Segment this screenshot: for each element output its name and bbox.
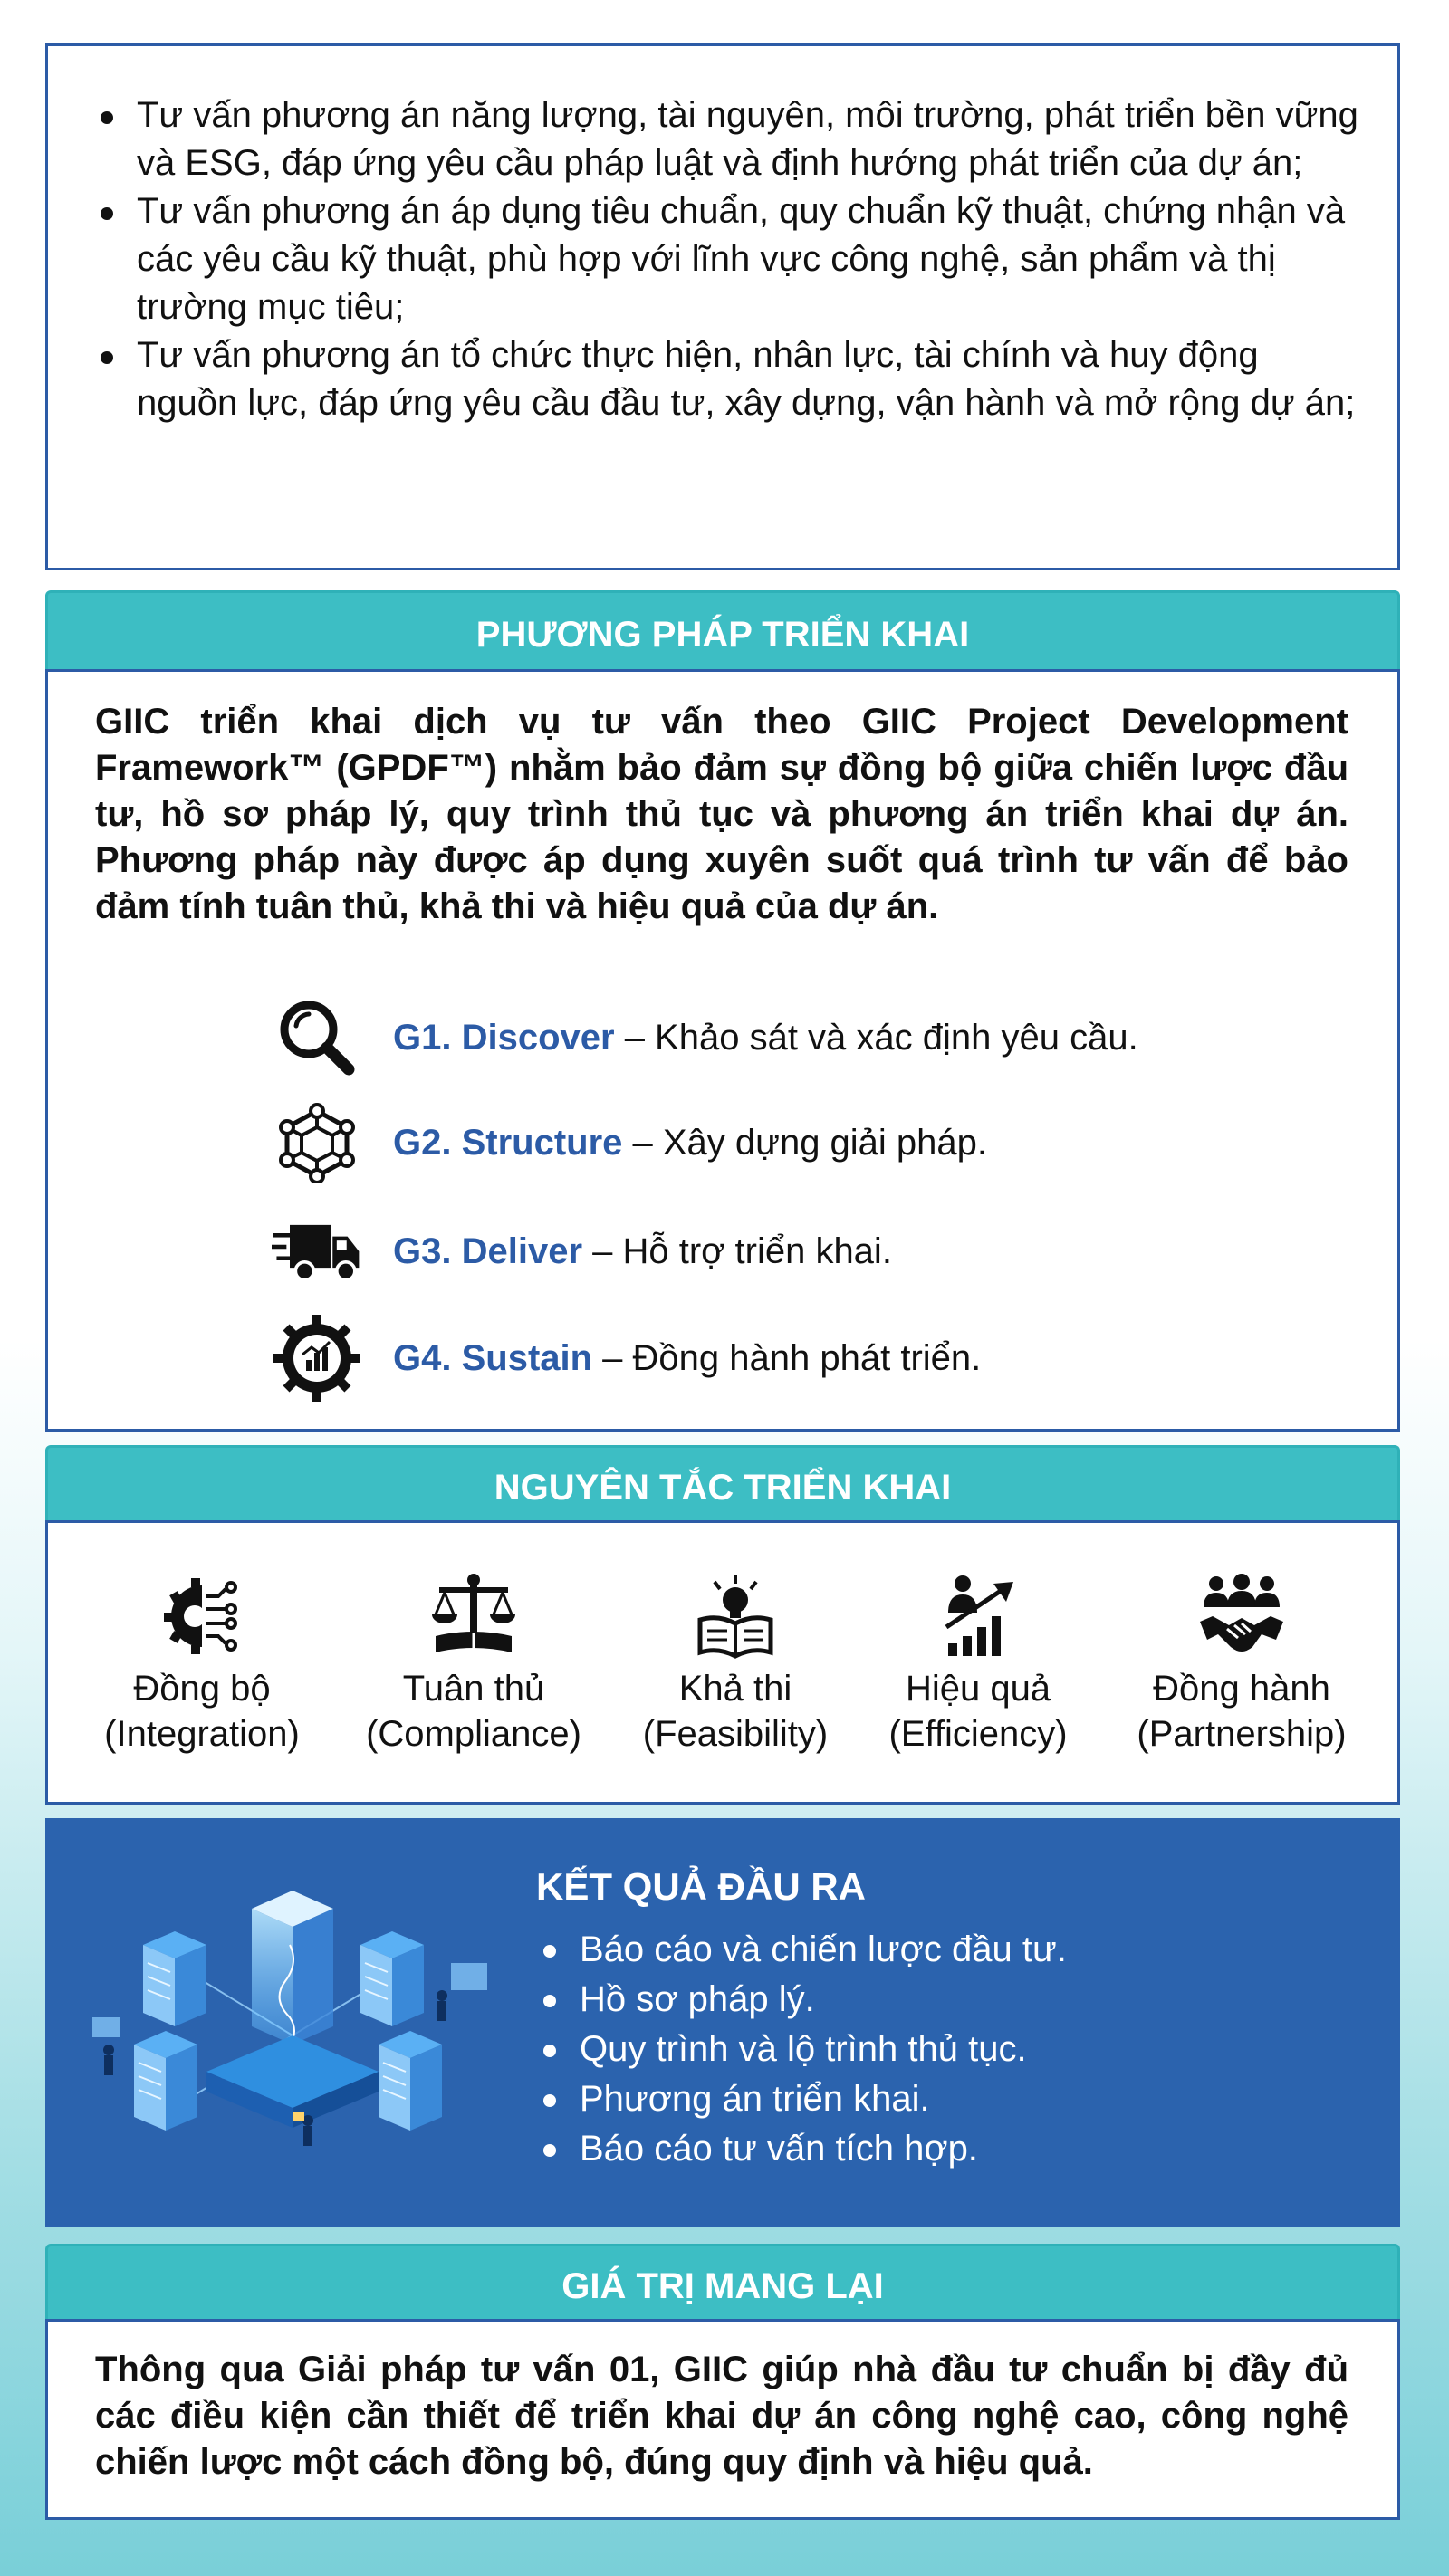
method-title: PHƯƠNG PHÁP TRIỂN KHAI bbox=[475, 615, 970, 655]
list-item: Tư vấn phương án tổ chức thực hiện, nhân lực, tài chính và huy động nguồn lực, đáp ứng yêu cầu đầu tư, xây dựng, vận hành và mở rộng dự án; bbox=[93, 331, 1361, 427]
list-item: Hồ sơ pháp lý. bbox=[536, 1975, 1351, 2025]
principle-feasibility bbox=[604, 1566, 867, 1757]
principle-partnership bbox=[1110, 1566, 1373, 1757]
globe-gear-icon bbox=[272, 1313, 362, 1403]
step-sustain bbox=[272, 1322, 981, 1394]
magnifier-icon bbox=[272, 992, 362, 1083]
method-intro: GIIC triển khai dịch vụ tư vấn theo GIIC Project Development Framework™ (GPDF™) nhằm bảo đảm sự đồng bộ giữa chiến lược đầu tư, hồ sơ pháp lý, quy trình thủ tục và phương án triển khai dự án. Phương pháp này được áp dụng xuyên suốt quá trình tư vấn để bảo đảm tính tuân thủ, khả thi và hiệu quả của dự án. bbox=[95, 702, 1348, 926]
outputs-panel bbox=[45, 1818, 1400, 2227]
step-code: G1. Discover bbox=[393, 1017, 615, 1058]
step-desc: – Xây dựng giải pháp. bbox=[622, 1122, 988, 1163]
value-title: GIÁ TRỊ MANG LẠI bbox=[561, 2266, 884, 2306]
step-code: G3. Deliver bbox=[393, 1231, 583, 1271]
step-desc: – Khảo sát và xác định yêu cầu. bbox=[614, 1017, 1138, 1058]
principle-label: Đồng hành bbox=[1153, 1669, 1330, 1709]
principle-label: Hiệu quả bbox=[905, 1669, 1051, 1709]
step-deliver bbox=[272, 1215, 892, 1288]
step-structure bbox=[272, 1106, 987, 1179]
outputs-list bbox=[536, 1925, 1351, 2174]
gear-circuit-icon bbox=[71, 1566, 333, 1666]
scope-box bbox=[45, 43, 1400, 570]
server-illustration bbox=[80, 1891, 505, 2162]
principle-sub: (Compliance) bbox=[366, 1714, 581, 1754]
handshake-team-icon bbox=[1110, 1566, 1373, 1666]
list-item: Báo cáo và chiến lược đầu tư. bbox=[536, 1925, 1351, 1975]
book-lightbulb-icon bbox=[604, 1566, 867, 1666]
value-text: Thông qua Giải pháp tư vấn 01, GIIC giúp nhà đầu tư chuẩn bị đầy đủ các điều kiện cần thiết để triển khai dự án công nghệ cao, công nghệ chiến lược một cách đồng bộ, đúng quy định và hiệu quả. bbox=[95, 2350, 1348, 2482]
cube-network-icon bbox=[272, 1097, 362, 1188]
principle-efficiency bbox=[847, 1566, 1109, 1757]
principle-sub: (Feasibility) bbox=[642, 1714, 829, 1754]
growth-chart-icon bbox=[847, 1566, 1109, 1666]
principle-integration bbox=[71, 1566, 333, 1757]
principle-label: Khả thi bbox=[678, 1669, 792, 1709]
step-desc: – Hỗ trợ triển khai. bbox=[582, 1231, 892, 1271]
principle-label: Tuân thủ bbox=[402, 1669, 545, 1709]
principle-compliance bbox=[342, 1566, 605, 1757]
principle-label: Đồng bộ bbox=[133, 1669, 271, 1709]
step-desc: – Đồng hành phát triển. bbox=[592, 1337, 982, 1378]
step-code: G2. Structure bbox=[393, 1122, 623, 1163]
outputs-title: KẾT QUẢ ĐẦU RA bbox=[536, 1865, 866, 1908]
value-box bbox=[45, 2319, 1400, 2520]
list-item: Quy trình và lộ trình thủ tục. bbox=[536, 2025, 1351, 2074]
list-item: Tư vấn phương án năng lượng, tài nguyên, môi trường, phát triển bền vững và ESG, đáp ứng yêu cầu pháp luật và định hướng phát triển của dự án; bbox=[93, 91, 1361, 187]
principles-title: NGUYÊN TẮC TRIỂN KHAI bbox=[494, 1468, 952, 1508]
step-code: G4. Sustain bbox=[393, 1337, 593, 1378]
value-header bbox=[45, 2244, 1400, 2322]
list-item: Báo cáo tư vấn tích hợp. bbox=[536, 2124, 1351, 2174]
method-header bbox=[45, 590, 1400, 672]
principle-sub: (Efficiency) bbox=[888, 1714, 1068, 1754]
scales-book-icon bbox=[342, 1566, 605, 1666]
principle-sub: (Integration) bbox=[104, 1714, 300, 1754]
list-item: Phương án triển khai. bbox=[536, 2074, 1351, 2124]
principle-sub: (Partnership) bbox=[1137, 1714, 1347, 1754]
principles-header bbox=[45, 1445, 1400, 1523]
list-item: Tư vấn phương án áp dụng tiêu chuẩn, quy chuẩn kỹ thuật, chứng nhận và các yêu cầu kỹ thuật, phù hợp với lĩnh vực công nghệ, sản phẩm và thị trường mục tiêu; bbox=[93, 187, 1361, 331]
delivery-truck-icon bbox=[272, 1206, 362, 1297]
scope-list bbox=[93, 91, 1361, 427]
step-discover bbox=[272, 1001, 1138, 1074]
